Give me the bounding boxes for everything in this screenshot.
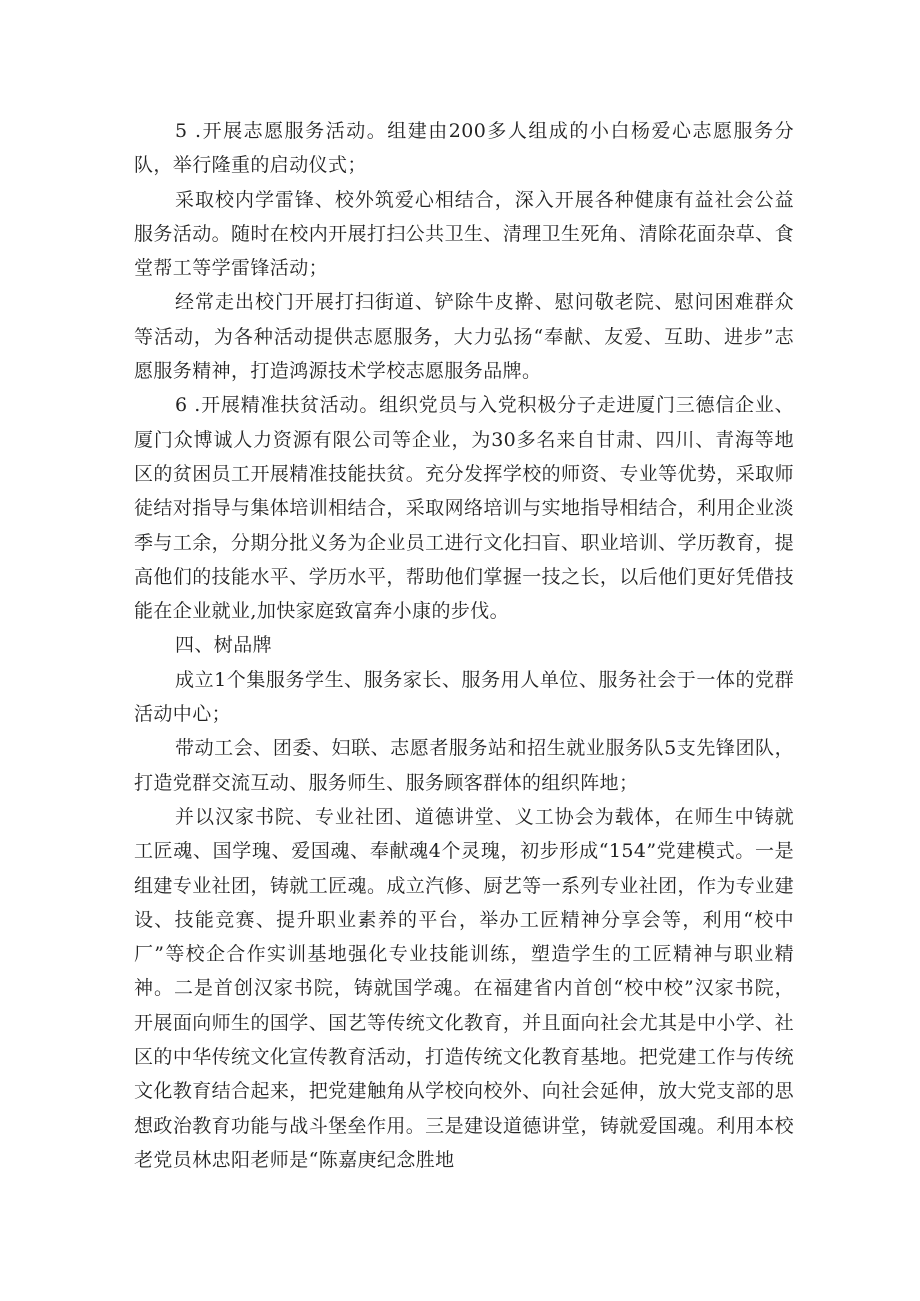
paragraph-activity-center: 成立1个集服务学生、服务家长、服务用人单位、服务社会于一体的党群活动中心； [134, 668, 794, 726]
document-body [134, 114, 794, 1177]
paragraph-learn-from-lei-feng: 采取校内学雷锋、校外筑爱心相结合，深入开展各种健康有益社会公益服务活动。随时在校内开展打扫公共卫生、清理卫生死角、清除花面杂草、食堂帮工等学雷锋活动； [134, 188, 794, 280]
section-heading-brand: 四、树品牌 [175, 634, 273, 657]
paragraph-154-model: 并以汉家书院、专业社团、道德讲堂、义工协会为载体，在师生中铸就工匠魂、国学瑰、爱国魂、奉献魂4个灵瑰，初步形成“154”党建模式。一是组建专业社团，铸就工匠魂。成立汽修、厨艺等一系列专业社团，作为专业建设、技能竞赛、提升职业素养的平台，举办工匠精神分享会等，利用“校中厂”等校企合作实训基地强化专业技能训练，塑造学生的工匠精神与职业精神。二是首创汉家书院，铸就国学魂。在福建省内首创“校中校”汉家书院，开展面向师生的国学、国艺等传统文化教育，并且面向社会尤其是中小学、社区的中华传统文化宣传教育活动，打造传统文化教育基地。把党建工作与传统文化教育结合起来，把党建触角从学校向校外、向社会延伸，放大党支部的思想政治教育功能与战斗堡垒作用。三是建设道德讲堂，铸就爱国魂。利用本校老党员林忠阳老师是“陈嘉庚纪念胜地 [134, 805, 794, 1171]
paragraph-community-service: 经常走出校门开展打扫街道、铲除牛皮擀、慰问敬老院、慰问困难群众等活动，为各种活动提供志愿服务，大力弘扬“奉献、友爱、互助、进步”志愿服务精神，打造鸿源技术学校志愿服务品牌。 [134, 291, 794, 383]
paragraph-volunteer-service: 5 .开展志愿服务活动。组建由200多人组成的小白杨爱心志愿服务分队，举行隆重的启动仪式； [134, 120, 794, 177]
paragraph-pioneer-teams: 带动工会、团委、妇联、志愿者服务站和招生就业服务队5支先锋团队，打造党群交流互动、服务师生、服务顾客群体的组织阵地； [134, 737, 794, 794]
paragraph-poverty-alleviation: 6 .开展精准扶贫活动。组织党员与入党积极分子走进厦门三德信企业、厦门众博诚人力资源有限公司等企业，为30多名来自甘肃、四川、青海等地区的贫困员工开展精准技能扶贫。充分发挥学校的师资、专业等优势，采取师徒结对指导与集体培训相结合，采取网络培训与实地指导相结合，利用企业淡季与工余，分期分批义务为企业员工进行文化扫盲、职业培训、学历教育，提高他们的技能水平、学历水平，帮助他们掌握一技之长，以后他们更好凭借技能在企业就业,加快家庭致富奔小康的步伐。 [134, 394, 794, 623]
